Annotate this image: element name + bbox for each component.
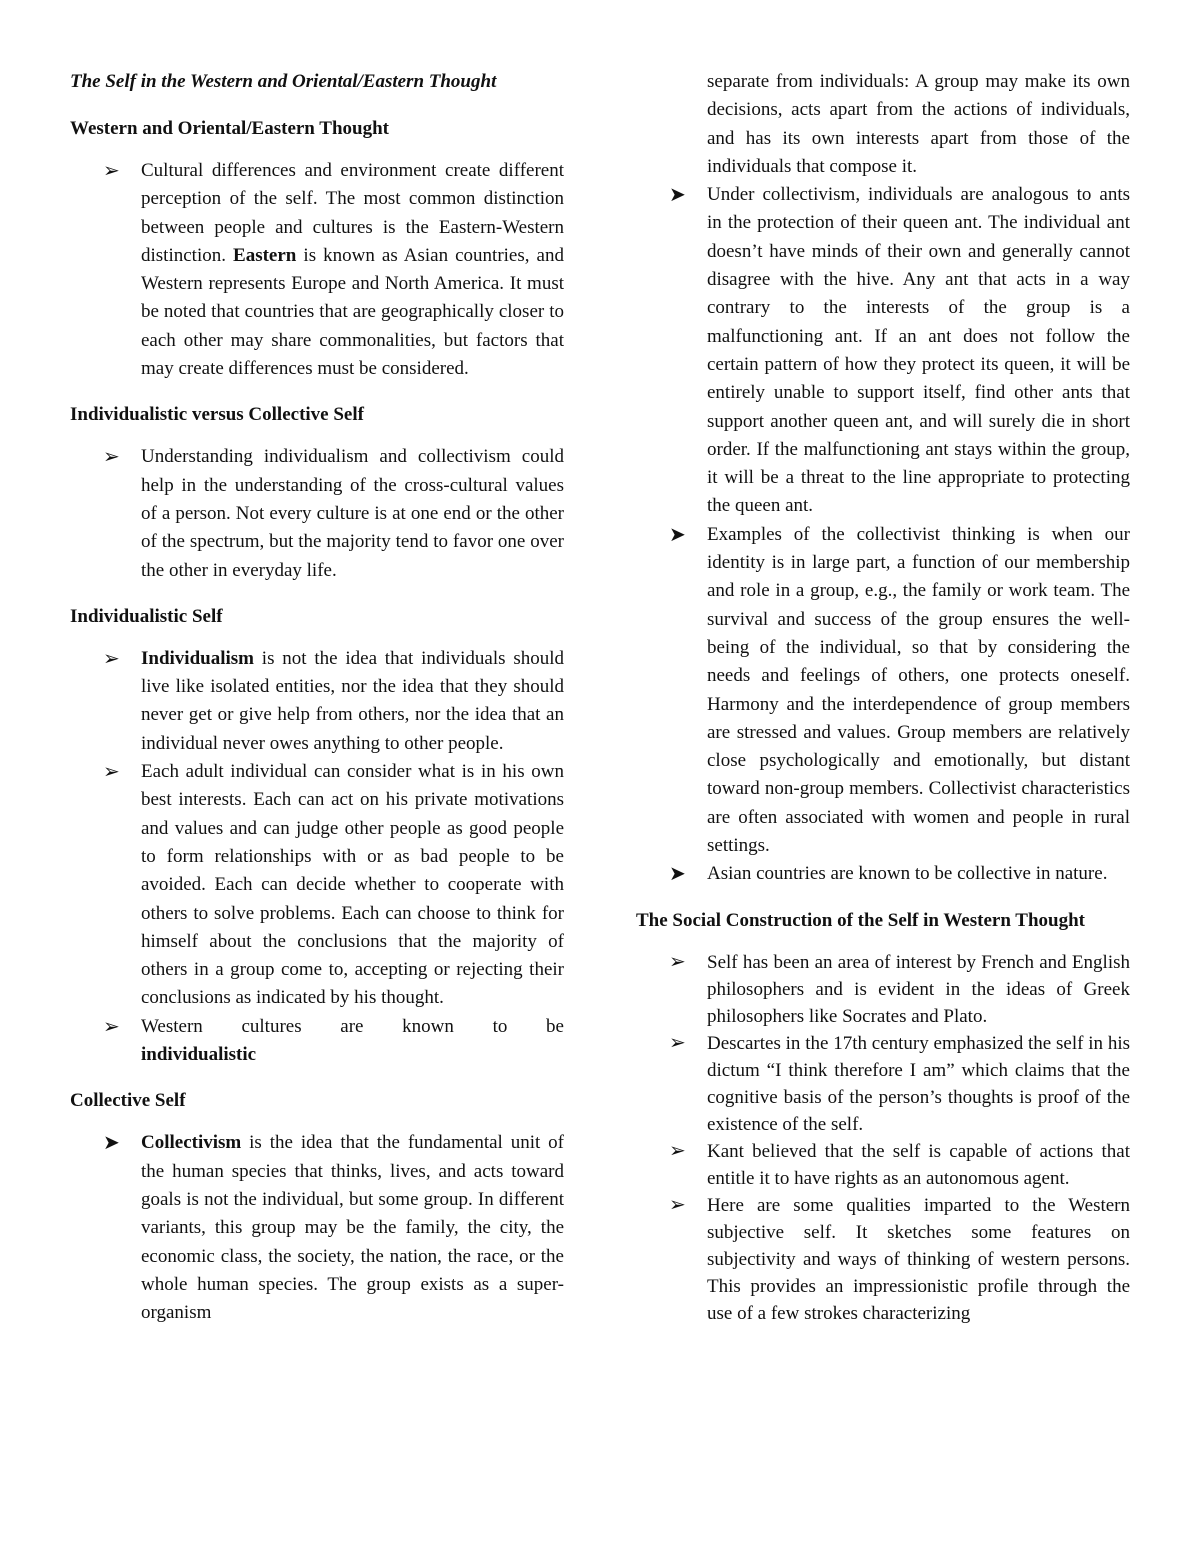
- list-item: ➢ Descartes in the 17th century emphasized the self in his dictum “I think therefore I am” which claims that the cognitive basis of the person’s thoughts is proof of the existence of the self.: [669, 1031, 1130, 1135]
- arrow-bullet-icon: ➢: [669, 950, 686, 973]
- arrow-bullet-icon: ➢: [103, 160, 120, 182]
- section-heading-individualistic-vs-collective: Individualistic versus Collective Self: [70, 404, 364, 426]
- arrow-bullet-icon: ➢: [103, 446, 120, 469]
- document-title: The Self in the Western and Oriental/Eastern Thought: [70, 71, 497, 92]
- arrow-bullet-icon: ➤: [669, 184, 686, 207]
- list-item: ➢ Self has been an area of interest by French and English philosophers and is evident in the ideas of Greek philosophers like Socrates and Plato.: [669, 950, 1130, 1027]
- bullet-list: [70, 157, 564, 383]
- section-heading-individualistic-self: Individualistic Self: [70, 605, 223, 627]
- arrow-bullet-icon: ➢: [669, 1139, 686, 1162]
- list-item: ➢ Each adult individual can consider what is in his own best interests. Each can act on his private motivations and values and can judge other people as good people to form relationships with or as bad people to be avoided. Each can decide whether to cooperate with others to solve problems. Each can choose to think for himself about the conclusions that the majority of others in a group come to, accepting or rejecting their conclusions as indicated by his thought.: [70, 758, 564, 1013]
- arrow-bullet-icon: ➢: [669, 1193, 686, 1216]
- section-heading-western-oriental: Western and Oriental/Eastern Thought: [70, 118, 389, 139]
- list-item: ➢ Western cultures are known to be individualistic: [70, 1013, 564, 1070]
- list-item: ➤ Examples of the collectivist thinking is when our identity is in large part, a function of our membership and role in a group, e.g., the family or work team. The survival and success of the group ensures the well-being of the individual, so that by considering the needs and feelings of others, one protects oneself. Harmony and the interdependence of group members are stressed and values. Group members are relatively close psychologically and emotionally, but distant toward non-group members. Collectivist characteristics are often associated with women and people in rural settings.: [636, 521, 1130, 861]
- left-column: [70, 68, 564, 1335]
- bullet-list: [70, 645, 564, 1069]
- bullet-list: [70, 443, 564, 584]
- list-item: ➢ Individualism is not the idea that individuals should live like isolated entities, nor the idea that they should never get or give help from others, nor the idea that an individual never owes anything to other people.: [70, 645, 564, 758]
- arrow-bullet-icon: ➤: [669, 523, 686, 546]
- arrow-bullet-icon: ➢: [103, 761, 120, 784]
- list-item: ➢ Here are some qualities imparted to the Western subjective self. It sketches some features on subjectivity and ways of thinking of western persons. This provides an impressionistic profile through the use of a few strokes characterizing: [669, 1193, 1130, 1324]
- list-item: ➢ Kant believed that the self is capable of actions that entitle it to have rights as an autonomous agent.: [669, 1139, 1130, 1189]
- list-item: ➢ Cultural differences and environment create different perception of the self. The most common distinction between people and cultures is the Eastern-Western distinction. Eastern is known as Asian countries, and Western represents Europe and North America. It must be noted that countries that are geographically closer to each other may share commonalities, but factors that may create differences must be considered.: [70, 157, 564, 383]
- arrow-bullet-icon: ➤: [103, 1132, 120, 1155]
- arrow-bullet-icon: ➢: [669, 1031, 686, 1054]
- list-item: ➤ Asian countries are known to be collective in nature.: [636, 860, 1130, 888]
- arrow-bullet-icon: ➢: [103, 647, 120, 670]
- right-column: [636, 68, 1130, 1335]
- list-item: ➢ Understanding individualism and collectivism could help in the understanding of the cross-cultural values of a person. Not every culture is at one end or the other of the spectrum, but the majority tend to favor one over the other in everyday life.: [70, 443, 564, 584]
- bullet-list: [636, 949, 1130, 1327]
- bullet-list: [70, 1129, 564, 1327]
- section-heading-collective-self: Collective Self: [70, 1090, 186, 1112]
- bullet-list: [636, 181, 1130, 888]
- arrow-bullet-icon: ➤: [669, 863, 686, 886]
- continued-paragraph: separate from individuals: A group may make its own decisions, acts apart from the actions of individuals, and has its own interests apart from those of the individuals that compose it.: [707, 71, 1130, 177]
- list-item: ➤ Under collectivism, individuals are analogous to ants in the protection of their queen ant. The individual ant doesn’t have minds of their own and generally cannot disagree with the hive. Any ant that acts in a way contrary to the interests of the group is a malfunctioning ant. If an ant does not follow the certain pattern of how they protect its queen, it will be entirely unable to support itself, find other ants that support another queen ant, and will surely die in short order. If the malfunctioning ant stays within the group, it will be a threat to the line appropriate to protecting the queen ant.: [636, 181, 1130, 521]
- arrow-bullet-icon: ➢: [103, 1015, 120, 1038]
- section-heading-social-construction: The Social Construction of the Self in Western Thought: [636, 909, 1086, 931]
- list-item: ➤ Collectivism is the idea that the fundamental unit of the human species that thinks, lives, and acts toward goals is not the individual, but some group. In different variants, this group may be the family, the city, the economic class, the society, the nation, the race, or the whole human species. The group exists as a super-organism: [70, 1129, 564, 1327]
